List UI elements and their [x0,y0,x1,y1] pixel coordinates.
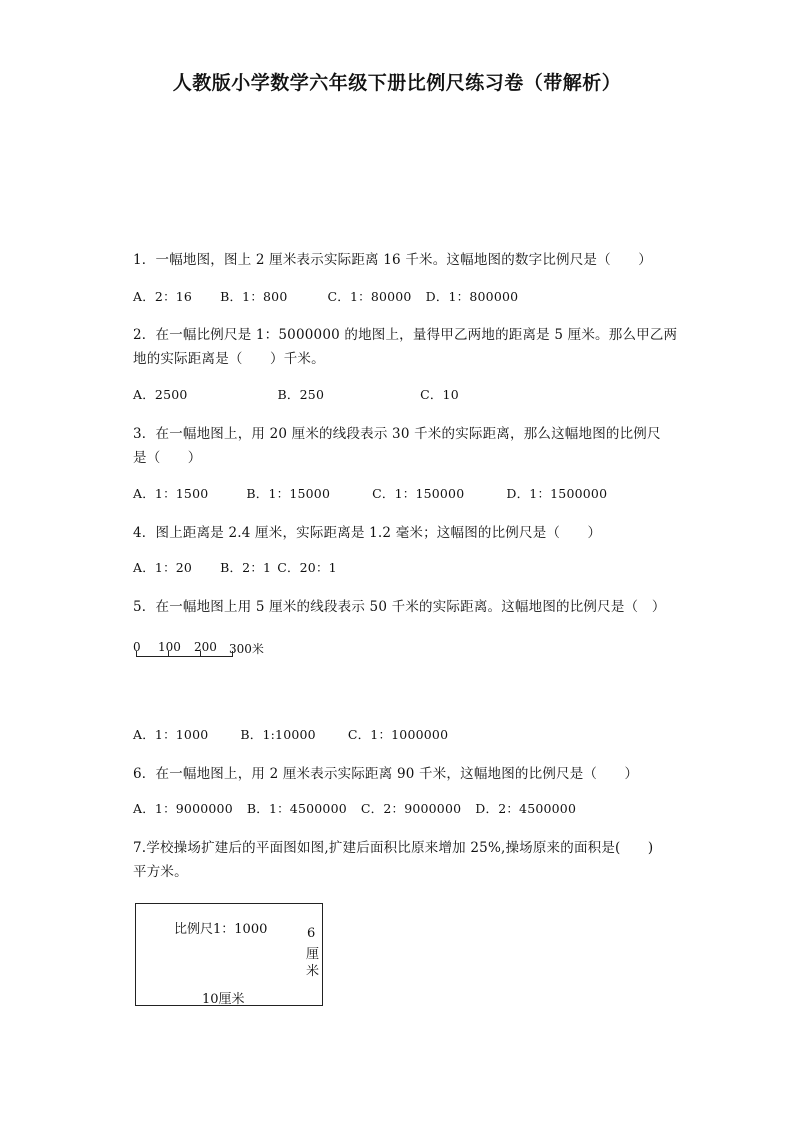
question-1-text: 1．一幅地图，图上 2 厘米表示实际距离 16 千米。这幅地图的数字比例尺是（ ） [133,252,652,268]
question-4-text: 4．图上距离是 2.4 厘米，实际距离是 1.2 毫米；这幅图的比例尺是（ ） [133,525,602,541]
scale-tick [200,651,201,657]
question-1-options [133,287,518,305]
question-5-options [133,725,448,743]
option-c: C．20：1 [277,560,337,575]
question-6-text: 6．在一幅地图上，用 2 厘米表示实际距离 90 千米，这幅地图的比例尺是（ ） [133,766,639,782]
option-b: B．2：1 [220,560,272,575]
option-a: A．2500 [133,387,188,402]
option-b: B．1：4500000 [246,801,347,816]
option-b: B．1:10000 [240,727,316,742]
scale-line [136,656,232,657]
question-2-line-2: 地的实际距离是（ ）千米。 [133,351,325,367]
question-3-line-2: 是（ ） [133,450,202,466]
scale-label: 200 [194,640,217,654]
option-a: A．2：16 [133,289,193,304]
plan-scale-text: 比例尺1：1000 [174,922,268,937]
question-7-line-1: 7.学校操场扩建后的平面图如图,扩建后面积比原来增加 25%,操场原来的面积是( ) [133,840,654,856]
plan-side-char: 6 [307,926,316,941]
option-c: C．1：150000 [372,486,465,501]
option-a: A．1：1000 [133,727,209,742]
option-c: C．1：80000 [327,289,412,304]
scale-tick [136,651,137,657]
scale-label: 100 [158,640,181,654]
question-7-line-2: 平方米。 [133,864,188,880]
plan-side-char: 米 [306,964,320,979]
line-scale-figure [133,640,276,670]
option-a: A．1：9000000 [133,801,233,816]
option-d: D．1：800000 [425,289,519,304]
question-4-options [133,558,337,576]
option-b: B．250 [277,387,325,402]
option-b: B．1：800 [220,289,288,304]
playground-plan-figure [135,903,323,1006]
scale-tick [168,651,169,657]
option-c: C．1：1000000 [347,727,449,742]
question-3-line-1: 3．在一幅地图上，用 20 厘米的线段表示 30 千米的实际距离，那么这幅地图的比例尺 [133,426,661,442]
plan-side-char: 厘 [306,947,320,962]
plan-bottom-text: 10厘米 [202,992,245,1007]
option-b: B．1：15000 [246,486,331,501]
scale-label: 0 [133,640,141,654]
option-c: C．10 [420,387,459,402]
option-d: D．1：1500000 [506,486,608,501]
option-a: A．1：20 [133,560,193,575]
option-c: C．2：9000000 [360,801,462,816]
scale-tick [232,651,233,657]
option-d: D．2：4500000 [475,801,577,816]
question-6-options [133,799,576,817]
question-3-options [133,484,607,502]
question-2-line-1: 2．在一幅比例尺是 1：5000000 的地图上，量得甲乙两地的距离是 5 厘米。那么甲乙两 [133,327,678,343]
question-5-text: 5．在一幅地图上用 5 厘米的线段表示 50 千米的实际距离。这幅地图的比例尺是（ ） [133,599,666,615]
question-2-options [133,385,459,403]
scale-label: 300米 [229,642,264,656]
page-title: 人教版小学数学六年级下册比例尺练习卷（带解析） [172,72,622,94]
option-a: A．1：1500 [133,486,209,501]
